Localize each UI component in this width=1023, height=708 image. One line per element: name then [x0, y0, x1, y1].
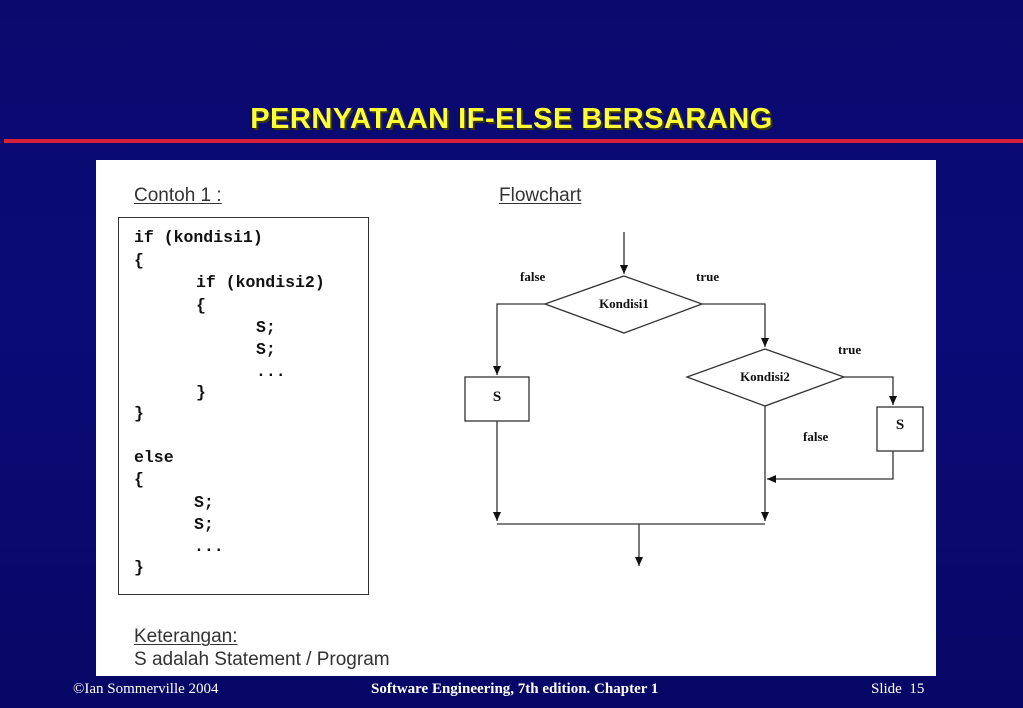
decision1-label: Kondisi1 — [599, 296, 649, 311]
decision2-label: Kondisi2 — [740, 369, 790, 384]
code-line: } — [134, 558, 144, 577]
true-branch-1 — [702, 304, 765, 347]
code-line: ... — [256, 362, 286, 381]
footer-copyright: ©Ian Sommerville 2004 — [73, 681, 219, 697]
code-line: } — [134, 404, 144, 423]
code-line: { — [196, 296, 206, 315]
notes-heading: Keterangan: — [134, 626, 238, 647]
content-panel — [96, 160, 936, 676]
slide-number: 15 — [909, 681, 925, 697]
true-label-1: true — [696, 269, 720, 284]
true-label-2: true — [838, 342, 862, 357]
code-line: ... — [194, 537, 224, 556]
footer-book: Software Engineering, 7th edition. Chapter 1 — [371, 681, 659, 697]
example-label: Contoh 1 : — [134, 185, 222, 206]
code-line: } — [196, 383, 206, 402]
slide-title: PERNYATAAN IF-ELSE BERSARANG — [250, 103, 773, 135]
code-line: S; — [256, 340, 276, 359]
statement-left-label: S — [492, 389, 502, 405]
flowchart-diagram — [96, 160, 936, 676]
false-branch-1 — [497, 304, 545, 375]
flowchart-label: Flowchart — [499, 185, 582, 206]
notes-text: S adalah Statement / Program — [134, 649, 390, 670]
code-line: else — [134, 448, 174, 467]
code-line: if (kondisi1) — [134, 228, 263, 247]
code-line: S; — [256, 318, 276, 337]
code-line: { — [134, 251, 144, 270]
false-label-1: false — [520, 269, 546, 284]
code-line: S; — [194, 515, 214, 534]
false-label-2: false — [803, 429, 829, 444]
statement-right-label: S — [895, 417, 905, 433]
code-line: if (kondisi2) — [196, 273, 325, 292]
title-divider — [4, 139, 1023, 143]
code-line: S; — [194, 493, 214, 512]
footer-slide — [871, 681, 924, 698]
code-line: { — [134, 470, 144, 489]
true-branch-2 — [844, 377, 893, 405]
merge-arrow-right — [767, 451, 893, 479]
slide-label: Slide — [871, 681, 902, 697]
